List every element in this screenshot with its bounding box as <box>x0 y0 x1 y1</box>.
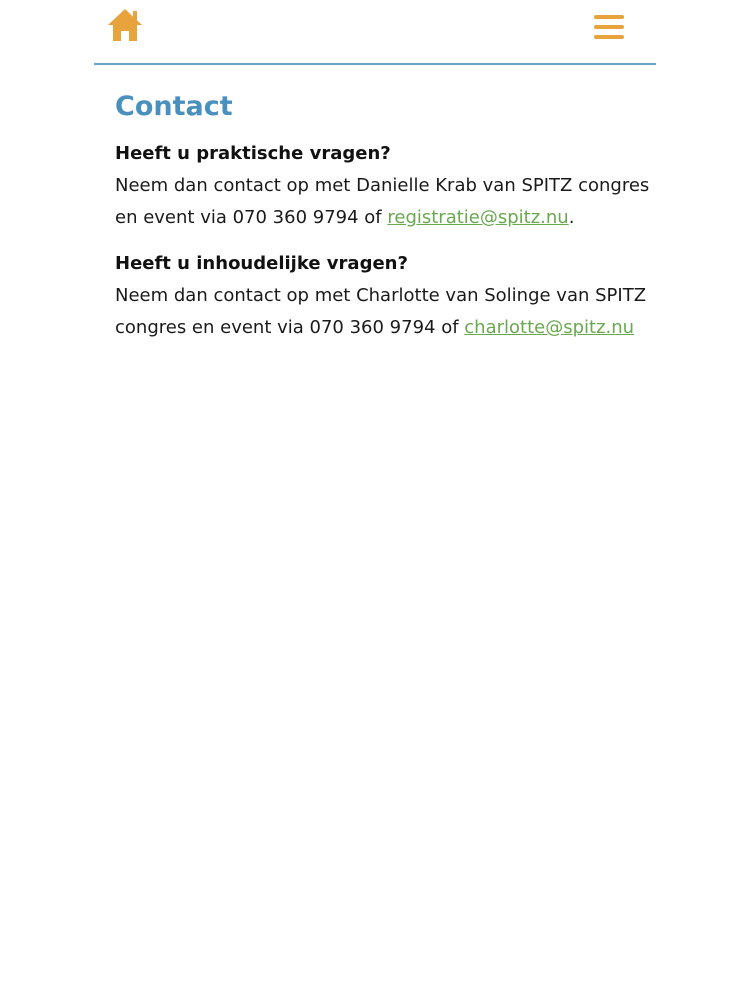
main-content <box>115 88 655 358</box>
section-heading: Heeft u praktische vragen? <box>115 143 391 164</box>
section-text <box>115 170 655 234</box>
email-link-registratie[interactable]: registratie@spitz.nu <box>387 207 569 228</box>
home-icon <box>106 6 144 44</box>
email-link-charlotte[interactable]: charlotte@spitz.nu <box>464 317 635 338</box>
page-title: Contact <box>115 91 233 122</box>
answer-text-end: . <box>568 207 575 228</box>
answer-text: Neem dan contact op met Danielle Krab van SPITZ congres en event via 070 360 9794 of <box>115 175 650 228</box>
content-questions-section <box>115 248 655 344</box>
top-bar <box>94 0 656 65</box>
section-heading: Heeft u inhoudelijke vragen? <box>115 253 408 274</box>
section-text <box>115 280 655 344</box>
hamburger-menu-icon <box>592 12 626 42</box>
home-button[interactable] <box>106 6 144 44</box>
menu-button[interactable] <box>592 12 626 42</box>
answer-text: Neem dan contact op met Charlotte van Solinge van SPITZ congres en event via 070 360 9794 of <box>115 285 647 338</box>
practical-questions-section <box>115 138 655 234</box>
